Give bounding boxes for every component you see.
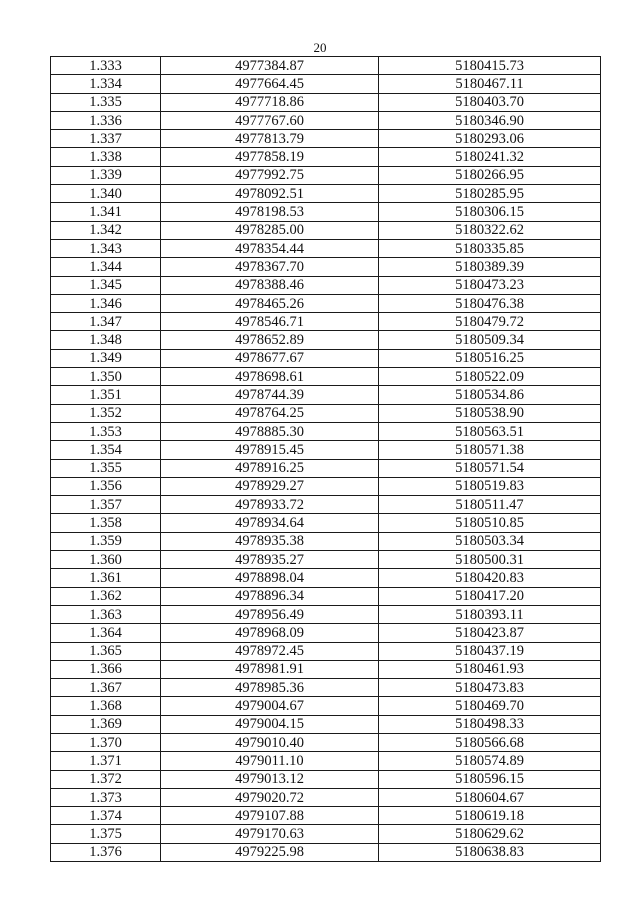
x-coordinate-cell: 4978388.46 bbox=[161, 276, 379, 294]
y-coordinate-cell: 5180403.70 bbox=[379, 93, 601, 111]
x-coordinate-cell: 4978764.25 bbox=[161, 404, 379, 422]
x-coordinate-cell: 4979225.98 bbox=[161, 843, 379, 861]
x-coordinate-cell: 4978885.30 bbox=[161, 422, 379, 440]
x-coordinate-cell: 4977664.45 bbox=[161, 75, 379, 93]
table-row bbox=[51, 368, 601, 386]
y-coordinate-cell: 5180479.72 bbox=[379, 313, 601, 331]
x-coordinate-cell: 4978546.71 bbox=[161, 313, 379, 331]
x-coordinate-cell: 4978935.27 bbox=[161, 551, 379, 569]
x-coordinate-cell: 4978898.04 bbox=[161, 569, 379, 587]
table-body bbox=[51, 57, 601, 862]
point-number-cell: 1.359 bbox=[51, 532, 161, 550]
y-coordinate-cell: 5180415.73 bbox=[379, 57, 601, 75]
point-number-cell: 1.365 bbox=[51, 642, 161, 660]
y-coordinate-cell: 5180285.95 bbox=[379, 185, 601, 203]
y-coordinate-cell: 5180346.90 bbox=[379, 111, 601, 129]
x-coordinate-cell: 4979010.40 bbox=[161, 733, 379, 751]
point-number-cell: 1.335 bbox=[51, 93, 161, 111]
table-row bbox=[51, 57, 601, 75]
x-coordinate-cell: 4977858.19 bbox=[161, 148, 379, 166]
table-row bbox=[51, 221, 601, 239]
y-coordinate-cell: 5180467.11 bbox=[379, 75, 601, 93]
table-row bbox=[51, 825, 601, 843]
y-coordinate-cell: 5180566.68 bbox=[379, 733, 601, 751]
table-row bbox=[51, 75, 601, 93]
y-coordinate-cell: 5180266.95 bbox=[379, 166, 601, 184]
point-number-cell: 1.345 bbox=[51, 276, 161, 294]
table-row bbox=[51, 148, 601, 166]
table-row bbox=[51, 697, 601, 715]
point-number-cell: 1.357 bbox=[51, 496, 161, 514]
point-number-cell: 1.367 bbox=[51, 679, 161, 697]
point-number-cell: 1.333 bbox=[51, 57, 161, 75]
x-coordinate-cell: 4978367.70 bbox=[161, 258, 379, 276]
point-number-cell: 1.363 bbox=[51, 605, 161, 623]
x-coordinate-cell: 4979004.67 bbox=[161, 697, 379, 715]
table-row bbox=[51, 404, 601, 422]
table-row bbox=[51, 624, 601, 642]
table-row bbox=[51, 130, 601, 148]
x-coordinate-cell: 4978465.26 bbox=[161, 294, 379, 312]
x-coordinate-cell: 4979013.12 bbox=[161, 770, 379, 788]
point-number-cell: 1.369 bbox=[51, 715, 161, 733]
y-coordinate-cell: 5180503.34 bbox=[379, 532, 601, 550]
table-row bbox=[51, 770, 601, 788]
x-coordinate-cell: 4978896.34 bbox=[161, 587, 379, 605]
point-number-cell: 1.338 bbox=[51, 148, 161, 166]
point-number-cell: 1.348 bbox=[51, 331, 161, 349]
table-row bbox=[51, 477, 601, 495]
table-row bbox=[51, 386, 601, 404]
point-number-cell: 1.376 bbox=[51, 843, 161, 861]
point-number-cell: 1.364 bbox=[51, 624, 161, 642]
y-coordinate-cell: 5180596.15 bbox=[379, 770, 601, 788]
x-coordinate-cell: 4979107.88 bbox=[161, 807, 379, 825]
y-coordinate-cell: 5180563.51 bbox=[379, 422, 601, 440]
point-number-cell: 1.346 bbox=[51, 294, 161, 312]
x-coordinate-cell: 4978285.00 bbox=[161, 221, 379, 239]
y-coordinate-cell: 5180423.87 bbox=[379, 624, 601, 642]
y-coordinate-cell: 5180604.67 bbox=[379, 788, 601, 806]
y-coordinate-cell: 5180469.70 bbox=[379, 697, 601, 715]
y-coordinate-cell: 5180571.54 bbox=[379, 459, 601, 477]
point-number-cell: 1.350 bbox=[51, 368, 161, 386]
x-coordinate-cell: 4978972.45 bbox=[161, 642, 379, 660]
point-number-cell: 1.334 bbox=[51, 75, 161, 93]
y-coordinate-cell: 5180629.62 bbox=[379, 825, 601, 843]
table-row bbox=[51, 185, 601, 203]
table-row bbox=[51, 294, 601, 312]
point-number-cell: 1.339 bbox=[51, 166, 161, 184]
y-coordinate-cell: 5180522.09 bbox=[379, 368, 601, 386]
point-number-cell: 1.353 bbox=[51, 422, 161, 440]
y-coordinate-cell: 5180511.47 bbox=[379, 496, 601, 514]
y-coordinate-cell: 5180389.39 bbox=[379, 258, 601, 276]
y-coordinate-cell: 5180510.85 bbox=[379, 514, 601, 532]
table-row bbox=[51, 605, 601, 623]
point-number-cell: 1.362 bbox=[51, 587, 161, 605]
table-row bbox=[51, 111, 601, 129]
x-coordinate-cell: 4978929.27 bbox=[161, 477, 379, 495]
point-number-cell: 1.370 bbox=[51, 733, 161, 751]
table-row bbox=[51, 715, 601, 733]
x-coordinate-cell: 4978915.45 bbox=[161, 441, 379, 459]
table-row bbox=[51, 203, 601, 221]
y-coordinate-cell: 5180241.32 bbox=[379, 148, 601, 166]
point-number-cell: 1.374 bbox=[51, 807, 161, 825]
point-number-cell: 1.347 bbox=[51, 313, 161, 331]
x-coordinate-cell: 4977767.60 bbox=[161, 111, 379, 129]
point-number-cell: 1.352 bbox=[51, 404, 161, 422]
x-coordinate-cell: 4979020.72 bbox=[161, 788, 379, 806]
table-row bbox=[51, 441, 601, 459]
y-coordinate-cell: 5180473.83 bbox=[379, 679, 601, 697]
point-number-cell: 1.354 bbox=[51, 441, 161, 459]
point-number-cell: 1.349 bbox=[51, 349, 161, 367]
x-coordinate-cell: 4978968.09 bbox=[161, 624, 379, 642]
point-number-cell: 1.360 bbox=[51, 551, 161, 569]
table-row bbox=[51, 551, 601, 569]
point-number-cell: 1.341 bbox=[51, 203, 161, 221]
y-coordinate-cell: 5180437.19 bbox=[379, 642, 601, 660]
x-coordinate-cell: 4978934.64 bbox=[161, 514, 379, 532]
y-coordinate-cell: 5180500.31 bbox=[379, 551, 601, 569]
x-coordinate-cell: 4977813.79 bbox=[161, 130, 379, 148]
page-number: 20 bbox=[313, 40, 327, 55]
point-number-cell: 1.358 bbox=[51, 514, 161, 532]
table-row bbox=[51, 587, 601, 605]
y-coordinate-cell: 5180498.33 bbox=[379, 715, 601, 733]
point-number-cell: 1.344 bbox=[51, 258, 161, 276]
x-coordinate-cell: 4978092.51 bbox=[161, 185, 379, 203]
y-coordinate-cell: 5180420.83 bbox=[379, 569, 601, 587]
point-number-cell: 1.355 bbox=[51, 459, 161, 477]
table-row bbox=[51, 422, 601, 440]
table-row bbox=[51, 459, 601, 477]
coordinates-table bbox=[50, 56, 601, 862]
y-coordinate-cell: 5180519.83 bbox=[379, 477, 601, 495]
y-coordinate-cell: 5180461.93 bbox=[379, 660, 601, 678]
table-row bbox=[51, 679, 601, 697]
table-row bbox=[51, 276, 601, 294]
point-number-cell: 1.356 bbox=[51, 477, 161, 495]
point-number-cell: 1.366 bbox=[51, 660, 161, 678]
table-row bbox=[51, 313, 601, 331]
y-coordinate-cell: 5180534.86 bbox=[379, 386, 601, 404]
y-coordinate-cell: 5180638.83 bbox=[379, 843, 601, 861]
point-number-cell: 1.368 bbox=[51, 697, 161, 715]
table-row bbox=[51, 733, 601, 751]
x-coordinate-cell: 4978744.39 bbox=[161, 386, 379, 404]
table-row bbox=[51, 239, 601, 257]
x-coordinate-cell: 4978956.49 bbox=[161, 605, 379, 623]
point-number-cell: 1.343 bbox=[51, 239, 161, 257]
y-coordinate-cell: 5180306.15 bbox=[379, 203, 601, 221]
y-coordinate-cell: 5180619.18 bbox=[379, 807, 601, 825]
table-row bbox=[51, 93, 601, 111]
point-number-cell: 1.372 bbox=[51, 770, 161, 788]
x-coordinate-cell: 4978985.36 bbox=[161, 679, 379, 697]
x-coordinate-cell: 4978198.53 bbox=[161, 203, 379, 221]
point-number-cell: 1.342 bbox=[51, 221, 161, 239]
table-row bbox=[51, 843, 601, 861]
point-number-cell: 1.351 bbox=[51, 386, 161, 404]
table-row bbox=[51, 349, 601, 367]
table-row bbox=[51, 660, 601, 678]
table-row bbox=[51, 258, 601, 276]
y-coordinate-cell: 5180322.62 bbox=[379, 221, 601, 239]
x-coordinate-cell: 4978354.44 bbox=[161, 239, 379, 257]
y-coordinate-cell: 5180393.11 bbox=[379, 605, 601, 623]
table-row bbox=[51, 642, 601, 660]
point-number-cell: 1.361 bbox=[51, 569, 161, 587]
x-coordinate-cell: 4979170.63 bbox=[161, 825, 379, 843]
table-row bbox=[51, 331, 601, 349]
table-row bbox=[51, 496, 601, 514]
x-coordinate-cell: 4979011.10 bbox=[161, 752, 379, 770]
point-number-cell: 1.375 bbox=[51, 825, 161, 843]
y-coordinate-cell: 5180293.06 bbox=[379, 130, 601, 148]
x-coordinate-cell: 4978677.67 bbox=[161, 349, 379, 367]
x-coordinate-cell: 4977384.87 bbox=[161, 57, 379, 75]
x-coordinate-cell: 4978652.89 bbox=[161, 331, 379, 349]
table-row bbox=[51, 166, 601, 184]
table-row bbox=[51, 532, 601, 550]
x-coordinate-cell: 4979004.15 bbox=[161, 715, 379, 733]
x-coordinate-cell: 4978698.61 bbox=[161, 368, 379, 386]
point-number-cell: 1.336 bbox=[51, 111, 161, 129]
y-coordinate-cell: 5180509.34 bbox=[379, 331, 601, 349]
y-coordinate-cell: 5180417.20 bbox=[379, 587, 601, 605]
y-coordinate-cell: 5180574.89 bbox=[379, 752, 601, 770]
y-coordinate-cell: 5180476.38 bbox=[379, 294, 601, 312]
y-coordinate-cell: 5180473.23 bbox=[379, 276, 601, 294]
point-number-cell: 1.337 bbox=[51, 130, 161, 148]
table-row bbox=[51, 788, 601, 806]
x-coordinate-cell: 4978935.38 bbox=[161, 532, 379, 550]
y-coordinate-cell: 5180335.85 bbox=[379, 239, 601, 257]
table-row bbox=[51, 752, 601, 770]
x-coordinate-cell: 4977718.86 bbox=[161, 93, 379, 111]
y-coordinate-cell: 5180538.90 bbox=[379, 404, 601, 422]
y-coordinate-cell: 5180516.25 bbox=[379, 349, 601, 367]
point-number-cell: 1.371 bbox=[51, 752, 161, 770]
point-number-cell: 1.340 bbox=[51, 185, 161, 203]
table-row bbox=[51, 569, 601, 587]
y-coordinate-cell: 5180571.38 bbox=[379, 441, 601, 459]
x-coordinate-cell: 4978916.25 bbox=[161, 459, 379, 477]
x-coordinate-cell: 4978981.91 bbox=[161, 660, 379, 678]
x-coordinate-cell: 4978933.72 bbox=[161, 496, 379, 514]
point-number-cell: 1.373 bbox=[51, 788, 161, 806]
table-row bbox=[51, 514, 601, 532]
table-row bbox=[51, 807, 601, 825]
x-coordinate-cell: 4977992.75 bbox=[161, 166, 379, 184]
